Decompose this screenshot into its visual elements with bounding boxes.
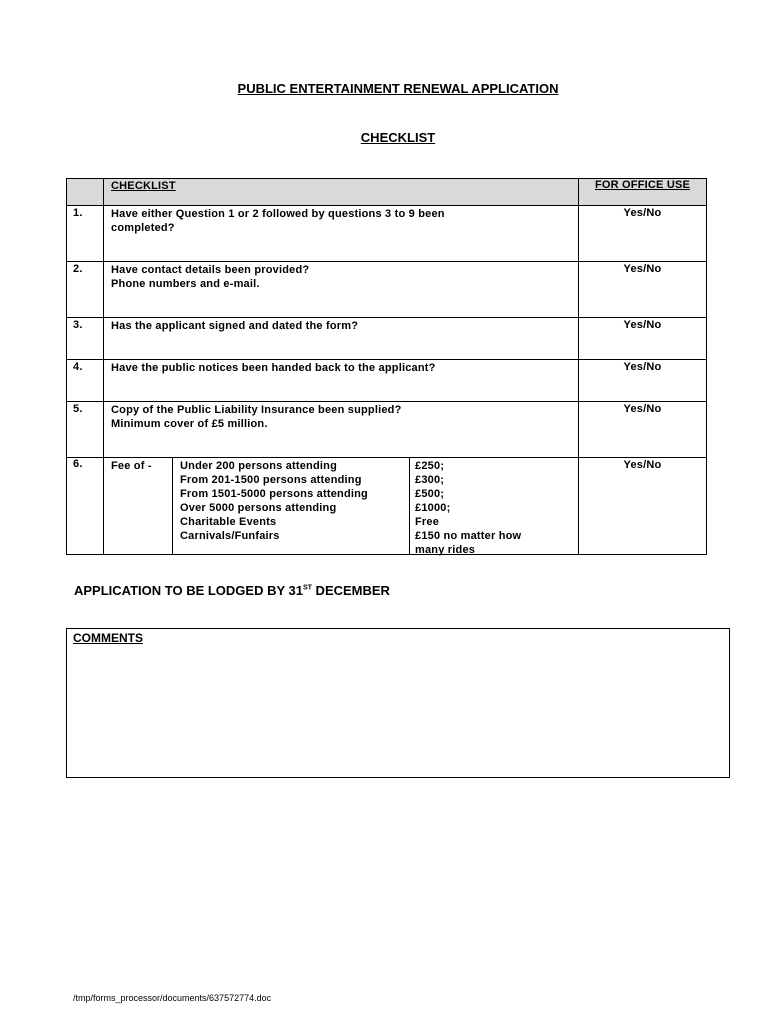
fee-item: From 1501-5000 persons attending — [180, 488, 368, 500]
header-checklist-label: CHECKLIST — [111, 180, 176, 192]
page-title: PUBLIC ENTERTAINMENT RENEWAL APPLICATION — [237, 81, 559, 96]
file-path-footer: /tmp/forms_processor/documents/637572774.doc — [73, 993, 272, 1003]
fee-item: Under 200 persons attending — [180, 460, 337, 472]
question-cell — [104, 262, 579, 318]
fee-cell — [104, 458, 579, 555]
table-row — [67, 402, 707, 458]
header-office-cell — [579, 179, 707, 206]
fee-items — [173, 458, 410, 554]
fee-item: Charitable Events — [180, 516, 277, 528]
fee-amount: Free — [415, 516, 440, 528]
page-subtitle: CHECKLIST — [360, 130, 436, 145]
question-text: Have the public notices been handed back to the applicant? — [111, 362, 436, 374]
comments-label: COMMENTS — [73, 631, 143, 645]
fee-amount: £250; — [415, 460, 445, 472]
office-use-cell: Yes/No — [579, 458, 707, 555]
table-row — [67, 262, 707, 318]
table-row — [67, 318, 707, 360]
office-use-cell: Yes/No — [579, 262, 707, 318]
fee-amount: £1000; — [415, 502, 451, 514]
fee-amounts — [410, 458, 578, 554]
question-cell — [104, 206, 579, 262]
question-cell — [104, 318, 579, 360]
office-use-cell: Yes/No — [579, 402, 707, 458]
fee-item: Carnivals/Funfairs — [180, 530, 280, 542]
question-text: Copy of the Public Liability Insurance been supplied? — [111, 404, 402, 416]
fee-item: From 201-1500 persons attending — [180, 474, 362, 486]
question-text: Has the applicant signed and dated the form? — [111, 320, 359, 332]
checklist-table — [66, 178, 707, 555]
office-use-cell: Yes/No — [579, 318, 707, 360]
row-number: 6. — [67, 458, 104, 555]
header-office-label: FOR OFFICE USE — [594, 179, 691, 191]
table-row — [67, 206, 707, 262]
lodge-deadline — [74, 583, 390, 598]
row-number: 5. — [67, 402, 104, 458]
question-text: completed? — [111, 222, 175, 234]
table-header-row — [67, 179, 707, 206]
row-number: 3. — [67, 318, 104, 360]
question-text: Have contact details been provided? — [111, 264, 310, 276]
header-checklist-cell — [104, 179, 579, 206]
question-text: Phone numbers and e-mail. — [111, 278, 260, 290]
fee-item: Over 5000 persons attending — [180, 502, 337, 514]
lodge-deadline-sup: ST — [302, 584, 312, 592]
fee-amount: £500; — [415, 488, 445, 500]
question-cell — [104, 360, 579, 402]
table-row — [67, 360, 707, 402]
comments-box[interactable] — [66, 628, 730, 778]
fee-row — [67, 458, 707, 555]
row-number: 4. — [67, 360, 104, 402]
fee-amount: £150 no matter how — [415, 530, 522, 542]
header-num-cell — [67, 179, 104, 206]
question-text: Have either Question 1 or 2 followed by questions 3 to 9 been — [111, 208, 445, 220]
lodge-deadline-month: DECEMBER — [311, 583, 390, 598]
question-cell — [104, 402, 579, 458]
office-use-cell: Yes/No — [579, 206, 707, 262]
office-use-cell: Yes/No — [579, 360, 707, 402]
fee-label: Fee of - — [104, 458, 173, 554]
row-number: 1. — [67, 206, 104, 262]
lodge-deadline-text: APPLICATION TO BE LODGED BY 31 — [74, 583, 303, 598]
question-text: Minimum cover of £5 million. — [111, 418, 268, 430]
fee-amount: £300; — [415, 474, 445, 486]
row-number: 2. — [67, 262, 104, 318]
fee-amount: many rides — [415, 544, 476, 556]
